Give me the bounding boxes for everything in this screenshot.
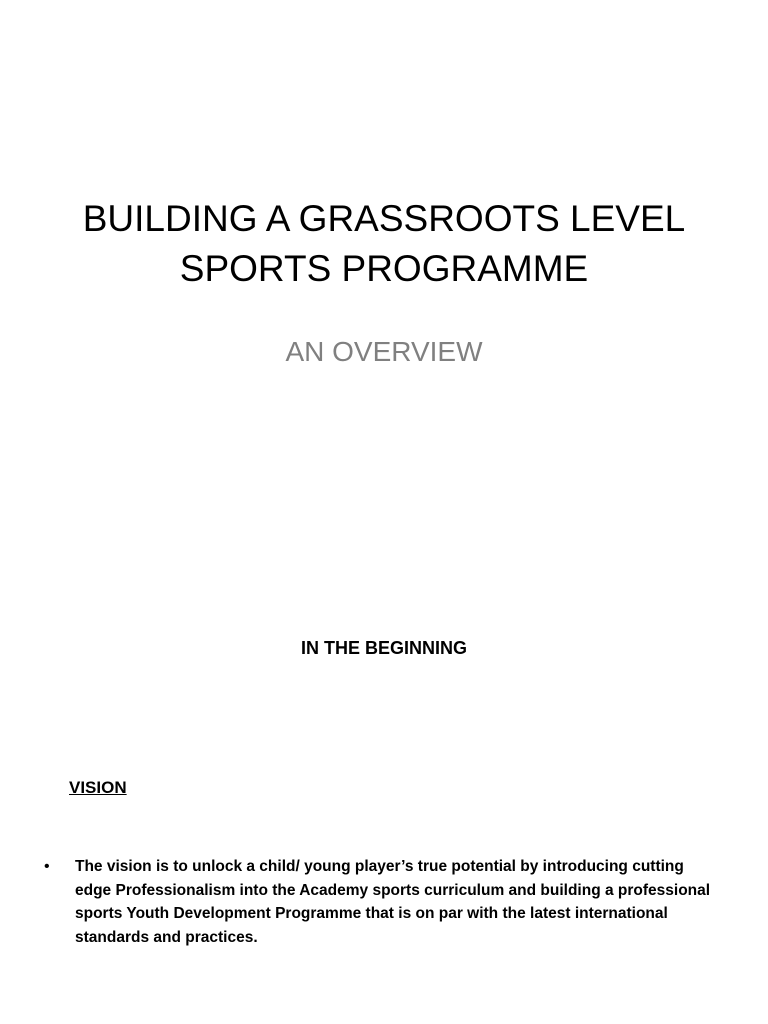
- vision-bullet-text: The vision is to unlock a child/ young player’s true potential by introducing cutting edge Professionalism into the Academy sports curriculum and building a professional sports Youth Development Programme that is on par with the latest international standards and practices.: [75, 858, 711, 946]
- section-heading: IN THE BEGINNING: [300, 638, 467, 658]
- bullet-icon: •: [44, 858, 50, 875]
- vision-heading: VISION: [69, 778, 127, 797]
- vision-bullet-item: [44, 855, 724, 949]
- title-line-1: BUILDING A GRASSROOTS LEVEL: [82, 198, 686, 239]
- title-line-2: SPORTS PROGRAMME: [179, 248, 589, 289]
- document-subtitle: AN OVERVIEW: [285, 336, 483, 367]
- vision-bullet-list: [44, 855, 724, 949]
- document-title: [0, 194, 768, 294]
